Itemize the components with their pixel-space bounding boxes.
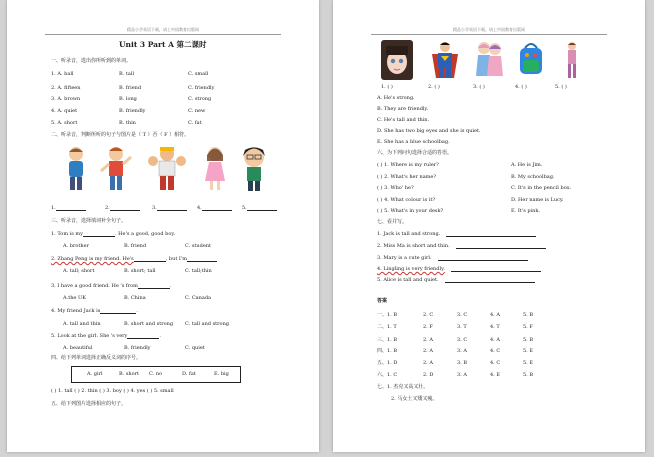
question-4: 4. My friend Jack is . xyxy=(51,308,138,314)
option: B. short; tall xyxy=(124,268,156,274)
word-option: A. girl xyxy=(87,371,103,377)
sentence-option: C. He's tall and thin. xyxy=(377,117,430,123)
answer: 5. B xyxy=(523,372,534,378)
translate-item: 2. Miss Ma is short and thin. xyxy=(377,243,546,249)
option: B. friend xyxy=(124,243,147,249)
option: A. brother xyxy=(63,243,89,249)
choice: B. long xyxy=(119,96,137,102)
question: ( ) 5. What's in your desk? xyxy=(377,208,444,214)
answer: 四、1. B xyxy=(377,348,398,354)
translate-item: 5. Alice is tall and quiet. xyxy=(377,277,535,283)
question-3: 3. I have a good friend. He 's from . xyxy=(51,283,172,289)
option: B. China xyxy=(124,295,146,301)
option: A. tall and thin xyxy=(63,321,101,327)
header-rule xyxy=(371,34,607,35)
choice: 4. A. quiet xyxy=(51,108,78,114)
translate-item: 3. Mary is a cute girl. xyxy=(377,255,528,261)
boy-figure-2 xyxy=(99,145,133,193)
answer: 5. B xyxy=(523,312,534,318)
choice: C. fat xyxy=(188,120,202,126)
answer: 六、1. C xyxy=(377,372,398,378)
picture-label: 5. ( ) xyxy=(555,84,567,90)
choice: B. friendly xyxy=(119,108,146,114)
section5-heading: 五、给下列图片选择相应的句子。 xyxy=(51,401,127,407)
option: C. student xyxy=(185,243,212,249)
choice: B. tall xyxy=(119,71,135,77)
answer-blank: 1. xyxy=(51,205,86,211)
option: B. friendly xyxy=(124,345,151,351)
strong-man-figure xyxy=(147,145,187,193)
choice: C. strong xyxy=(188,96,212,102)
answer-option: A. He is Jim. xyxy=(511,162,543,168)
section6-heading: 六、为下列问句选择合适的答语。 xyxy=(377,150,453,156)
answer: 2. F xyxy=(423,324,433,330)
answer: 3. C xyxy=(457,312,468,318)
tall-man-figure xyxy=(559,40,585,80)
choice: 3. A. brown xyxy=(51,96,81,102)
page-header: 精品小学英语下载，请上中国教育出版网 xyxy=(453,27,525,32)
answer: 4. T xyxy=(490,324,500,330)
girl-figure xyxy=(200,145,230,193)
question: ( ) 2. What's her name? xyxy=(377,174,437,180)
question-1: 1. Tom is my . He's a good, good boy. xyxy=(51,231,176,237)
answer: 4. A xyxy=(490,337,500,343)
two-friends-figure xyxy=(473,40,505,80)
answer-translation: 七、1. 杰克又高又壮。 xyxy=(377,384,429,390)
answer: 2. D xyxy=(423,372,434,378)
answer: 3. C xyxy=(457,337,468,343)
option: A.the UK xyxy=(63,295,86,301)
picture-label: 2. ( ) xyxy=(428,84,440,90)
answer: 2. A xyxy=(423,360,433,366)
answer-translation: 2. 马女士又矮又瘦。 xyxy=(391,396,438,402)
word-option: D. fat xyxy=(182,371,196,377)
choice: C. new xyxy=(188,108,206,114)
choice: 2. A. fifteen xyxy=(51,85,81,91)
translate-item: 4. Lingling is very friendly. xyxy=(377,266,541,272)
answer: 2. A xyxy=(423,337,433,343)
document-page-2 xyxy=(333,0,645,452)
superman-figure xyxy=(428,40,462,80)
option: C. tall;thin xyxy=(185,268,212,274)
answers-heading: 答案 xyxy=(377,298,388,304)
answer: 3. B xyxy=(457,360,468,366)
section1-heading: 一、听录音，选出你所听到的单词。 xyxy=(51,58,132,64)
picture-label: 1. ( ) xyxy=(381,84,393,90)
sentence-option: E. She has a blue schoolbag. xyxy=(377,139,450,145)
document-page-1 xyxy=(7,0,319,452)
girl-photo xyxy=(381,40,413,80)
answer: 2. A xyxy=(423,348,433,354)
answer: 5. E xyxy=(523,348,534,354)
word-option: C. no xyxy=(149,371,163,377)
answer: 二、1. T xyxy=(377,324,397,330)
question-5: 5. Look at the girl. She 's very . xyxy=(51,333,161,339)
choice: B. thin xyxy=(119,120,136,126)
boy-figure-1 xyxy=(61,145,91,193)
answer-option: C. It's in the pencil box. xyxy=(511,185,572,191)
picture-label: 3. ( ) xyxy=(473,84,485,90)
question-2: 2. Zhang Peng is my friend. He's , but I'm xyxy=(51,256,217,262)
option: C. quiet xyxy=(185,345,205,351)
section4-heading: 四、给下列单词选择正确反义词的序号。 xyxy=(51,355,142,361)
word-option: E. big xyxy=(214,371,229,377)
option: A. beautiful xyxy=(63,345,93,351)
answer: 4. C xyxy=(490,348,501,354)
page-title: Unit 3 Part A 第二课时 xyxy=(119,40,207,49)
answer-blank: 2. xyxy=(105,205,140,211)
section4-answer-line: ( ) 1. tall ( ) 2. thin ( ) 3. boy ( ) 4. yes ( ) 5. small xyxy=(51,388,174,394)
answer-blank: 5. xyxy=(242,205,277,211)
section3-heading: 三、听录音，选择填词补全句子。 xyxy=(51,218,127,224)
choice: C. small xyxy=(188,71,209,77)
answer-blank: 3. xyxy=(152,205,187,211)
answer: 5. F xyxy=(523,324,533,330)
choice: 1. A. ball xyxy=(51,71,74,77)
picture-label: 4. ( ) xyxy=(515,84,527,90)
word-option: B. short xyxy=(119,371,140,377)
sentence-option: A. He's strong. xyxy=(377,95,415,101)
question: ( ) 3. Who' he? xyxy=(377,185,414,191)
answer: 2. C xyxy=(423,312,434,318)
section7-heading: 七、看并写。 xyxy=(377,219,408,225)
answer-option: E. It's pink. xyxy=(511,208,540,214)
translate-item: 1. Jack is tall and strong. xyxy=(377,231,536,237)
answer: 3. A xyxy=(457,372,467,378)
answer: 3. A xyxy=(457,348,467,354)
option: C. tall and strong xyxy=(185,321,229,327)
option: A. tall; short xyxy=(63,268,95,274)
choice: C. friendly xyxy=(188,85,215,91)
sentence-option: D. She has two big eyes and she is quiet. xyxy=(377,128,481,134)
choice: 5. A. short xyxy=(51,120,78,126)
question: ( ) 1. Where is my ruler? xyxy=(377,162,439,168)
header-rule xyxy=(45,34,281,35)
answer: 5. E xyxy=(523,360,534,366)
answer: 一、1. B xyxy=(377,312,398,318)
answer-blank: 4. xyxy=(197,205,232,211)
sentence-option: B. They are friendly. xyxy=(377,106,429,112)
boy-figure-3 xyxy=(237,145,271,193)
section2-heading: 二、听录音，判断所听的句子与图片是（ T ）否（ F ）相符。 xyxy=(51,132,190,138)
answer: 4. C xyxy=(490,360,501,366)
answer: 5. B xyxy=(523,337,534,343)
answer-option: B. My schoolbag. xyxy=(511,174,555,180)
schoolbag-figure xyxy=(515,40,547,80)
answer: 3. T xyxy=(457,324,467,330)
option: B. short and strong xyxy=(124,321,174,327)
answer-option: D. Her name is Lucy. xyxy=(511,197,564,203)
answer: 三、1. B xyxy=(377,337,398,343)
question: ( ) 4. What colour is it? xyxy=(377,197,436,203)
page-header: 精品小学英语下载，请上中国教育出版网 xyxy=(127,27,199,32)
answer: 4. A xyxy=(490,312,500,318)
option: C. Canada xyxy=(185,295,212,301)
choice: B. friend xyxy=(119,85,142,91)
answer: 五、1. D xyxy=(377,360,398,366)
answer: 4. E xyxy=(490,372,501,378)
